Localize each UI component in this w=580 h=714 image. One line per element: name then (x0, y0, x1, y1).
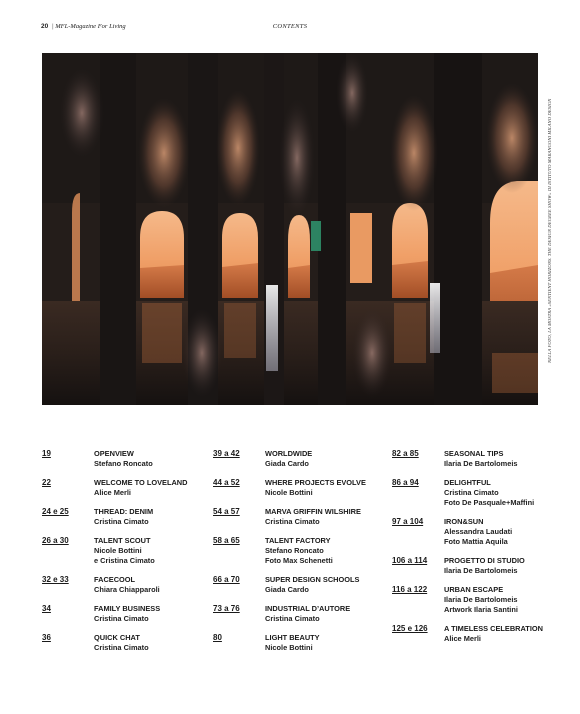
toc-title: URBAN ESCAPE (444, 585, 504, 594)
toc-entry[interactable] (42, 507, 187, 527)
toc-page[interactable]: 106 a 114 (392, 556, 428, 565)
toc-title: A TIMELESS CELEBRATION (444, 624, 543, 633)
toc-author: Cristina Cimato (94, 643, 149, 652)
toc-entry[interactable] (42, 478, 187, 498)
toc-entry[interactable] (42, 633, 187, 653)
toc-author: e Cristina Cimato (94, 556, 155, 565)
toc-entry[interactable] (392, 585, 543, 615)
toc-entry[interactable] (392, 624, 543, 644)
toc-entry[interactable] (392, 449, 543, 469)
magazine-name: | MFL-Magazine For Living (51, 23, 126, 30)
toc-title: SEASONAL TIPS (444, 449, 504, 458)
toc-column-2 (213, 449, 366, 662)
toc-page[interactable]: 86 a 94 (392, 478, 419, 487)
toc-author: Giada Cardo (265, 459, 309, 468)
hero-photo (42, 53, 538, 405)
toc-author: Artwork Ilaria Santini (444, 605, 518, 614)
toc-author: Foto Max Schenetti (265, 556, 333, 565)
toc-entry[interactable] (213, 633, 366, 653)
toc-title: SUPER DESIGN SCHOOLS (265, 575, 360, 584)
toc-entry[interactable] (213, 604, 366, 624)
toc-page[interactable]: 39 a 42 (213, 449, 240, 458)
toc-author: Chiara Chiapparoli (94, 585, 160, 594)
toc-page[interactable]: 22 (42, 478, 51, 487)
toc-title: LIGHT BEAUTY (265, 633, 320, 642)
toc-page[interactable]: 58 a 65 (213, 536, 240, 545)
toc-author: Cristina Cimato (94, 517, 149, 526)
toc-page[interactable]: 116 a 122 (392, 585, 428, 594)
toc-page[interactable]: 36 (42, 633, 51, 642)
toc-page[interactable]: 26 a 30 (42, 536, 69, 545)
toc-title: WHERE PROJECTS EVOLVE (265, 478, 366, 487)
toc-title: THREAD: DENIM (94, 507, 154, 516)
toc-author: Foto Mattia Aquila (444, 537, 508, 546)
toc-author: Alice Merli (444, 634, 481, 643)
toc-title: IRON&SUN (444, 517, 484, 526)
toc-title: TALENT SCOUT (94, 536, 151, 545)
photo-caption (547, 53, 555, 363)
toc-column-1 (42, 449, 187, 662)
toc-entry[interactable] (392, 478, 543, 508)
toc-entry[interactable] (392, 556, 543, 576)
toc-author: Alessandra Laudati (444, 527, 513, 536)
toc-author: Nicole Bottini (265, 488, 313, 497)
toc-author: Stefano Roncato (265, 546, 324, 555)
toc-author: Cristina Cimato (444, 488, 499, 497)
toc-title: QUICK CHAT (94, 633, 140, 642)
toc-entry[interactable] (213, 478, 366, 498)
section-title: CONTENTS (272, 23, 308, 30)
toc-entry[interactable] (213, 575, 366, 595)
page-number: 20 (41, 23, 49, 30)
toc-title: FACECOOL (94, 575, 136, 584)
toc-page[interactable]: 66 a 70 (213, 575, 240, 584)
toc-author: Giada Cardo (265, 585, 309, 594)
toc-author: Ilaria De Bartolomeis (444, 595, 518, 604)
toc-title: DELIGHTFUL (444, 478, 491, 487)
toc-page[interactable]: 19 (42, 449, 51, 458)
toc-author: Nicole Bottini (265, 643, 313, 652)
toc-title: FAMILY BUSINESS (94, 604, 161, 613)
toc-title: WORLDWIDE (265, 449, 313, 458)
toc-page[interactable]: 34 (42, 604, 51, 613)
toc-entry[interactable] (42, 604, 187, 624)
toc-page[interactable]: 82 a 85 (392, 449, 419, 458)
toc-author: Cristina Cimato (265, 517, 320, 526)
toc-entry[interactable] (392, 517, 543, 547)
toc-entry[interactable] (213, 536, 366, 566)
toc-author: Nicole Bottini (94, 546, 142, 555)
toc-entry[interactable] (42, 575, 187, 595)
toc-page[interactable]: 125 e 126 (392, 624, 428, 633)
toc-page[interactable]: 24 e 25 (42, 507, 69, 516)
toc-title: WELCOME TO LOVELAND (94, 478, 188, 487)
toc-page[interactable]: 54 a 57 (213, 507, 240, 516)
toc-title: MARVA GRIFFIN WILSHIRE (265, 507, 361, 516)
photo-caption-text: NELLA FOTO, LA MOSTRA «SENTIENT HORIZONS. THE DESIGN DEGREE SHOW» DI ISTITUTO MARANGONI MILANO DESIGN (547, 98, 552, 363)
toc-author: Cristina Cimato (265, 614, 320, 623)
toc-author: Ilaria De Bartolomeis (444, 459, 518, 468)
toc-author: Stefano Roncato (94, 459, 153, 468)
toc-entry[interactable] (42, 449, 187, 469)
toc-page[interactable]: 73 a 76 (213, 604, 240, 613)
toc-page[interactable]: 97 a 104 (392, 517, 424, 526)
toc-author: Ilaria De Bartolomeis (444, 566, 518, 575)
toc-title: PROGETTO DI STUDIO (444, 556, 525, 565)
toc-title: OPENVIEW (94, 449, 134, 458)
toc-entry[interactable] (213, 449, 366, 469)
toc-author: Alice Merli (94, 488, 131, 497)
toc-author: Foto De Pasquale+Maffini (444, 498, 535, 507)
toc-title: INDUSTRIAL D’AUTORE (265, 604, 351, 613)
toc-entry[interactable] (213, 507, 366, 527)
toc-author: Cristina Cimato (94, 614, 149, 623)
toc-page[interactable]: 32 e 33 (42, 575, 69, 584)
toc-page[interactable]: 80 (213, 633, 222, 642)
toc-column-3 (392, 449, 543, 653)
toc-entry[interactable] (42, 536, 187, 566)
toc-title: TALENT FACTORY (265, 536, 331, 545)
toc-page[interactable]: 44 a 52 (213, 478, 240, 487)
